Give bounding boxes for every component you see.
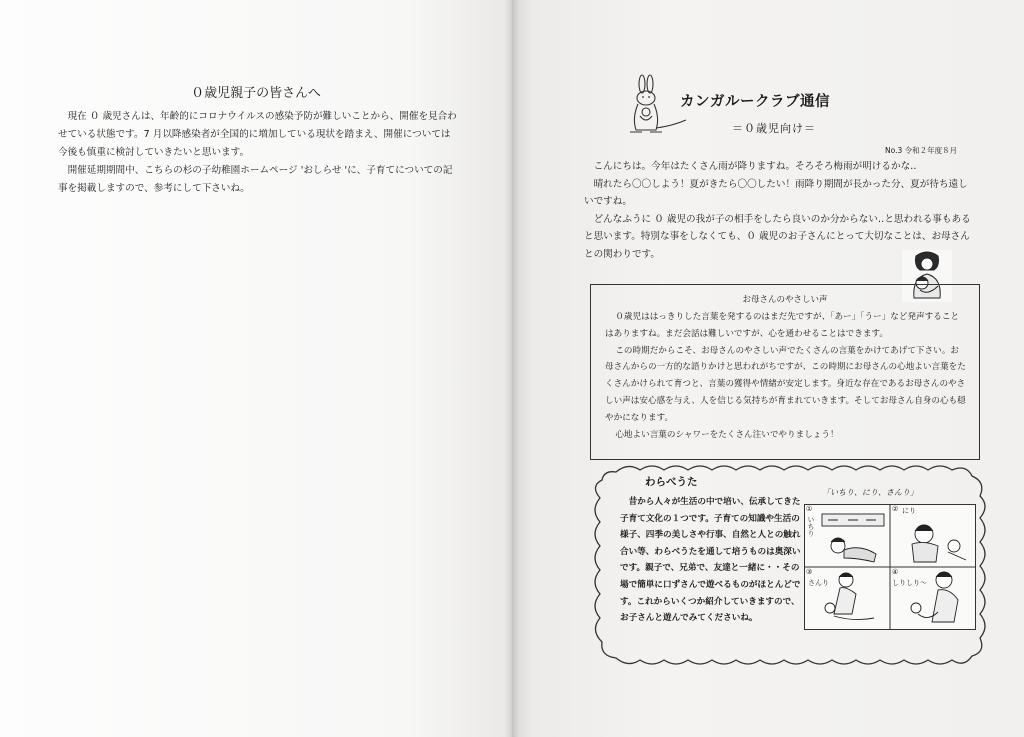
step-word: しりしり〜 [892, 579, 927, 587]
left-paragraph: 現在 ０ 歳児さんは、年齢的にコロナウイルスの感染予防が難しいことから、開催を見合わせている状態です。7 月以降感染者が全国的に増加している現状を踏まえ、開催については今後も慎重に検討していきたいと思います。 [58, 111, 457, 158]
voice-paragraph: この時期だからこそ、お母さんのやさしい声でたくさんの言葉をかけてあげて下さい。お母さんからの一方的な語りかけと思われがちですが、この時期にお母さんの心地よい言葉をたくさんかけられて育つと、言葉の獲得や情緒が安定します。身近な存在であるお母さんのやさしい声は安心感を与え、人を信じる気持ちが育まれていきます。そしてお母さん自身の心も穏やかになります。 [605, 345, 966, 423]
step-number: ④ [892, 568, 899, 576]
step-word: いちり [807, 516, 815, 537]
left-page-body [58, 108, 458, 198]
newsletter-subtitle: ＝０歳児向け＝ [732, 122, 816, 135]
step-word: にり [902, 507, 916, 515]
song-caption: 「いちり、にり、さんり」 [822, 488, 918, 497]
left-page-title: ０歳児親子の皆さんへ [191, 86, 321, 101]
issue-number: No.3 令和２年度８月 [885, 146, 958, 155]
newsletter-intro [584, 158, 974, 263]
step-number: ② [892, 505, 899, 513]
step-number: ③ [806, 568, 813, 576]
step-word: さんり [808, 579, 829, 587]
voice-box-title: お母さんのやさしい声 [742, 295, 828, 305]
newsletter-title: カンガルークラブ通信 [680, 94, 830, 110]
warabeuta-title: わらべうた [645, 476, 698, 488]
step-number: ① [806, 505, 813, 513]
voice-box-body [605, 309, 967, 443]
voice-paragraph: 心地よい言葉のシャワーをたくさん注いでやりましょう！ [615, 429, 839, 440]
song-steps-panel [804, 504, 976, 630]
kangaroo-illustration-icon [616, 74, 690, 140]
intro-paragraph: こんにちは。今年はたくさん雨が降りますね。そろそろ梅雨が明けるかな‥ [593, 161, 917, 172]
voice-paragraph: ０歳児ははっきりした言葉を発するのはまだ先ですが、「あー」「うー」など発声することはありますね。まだ会話は難しいですが、心を通わせることはできます。 [605, 312, 960, 339]
intro-paragraph: どんなふうに ０ 歳児の我が子の相手をしたら良いのか分からない‥と思われる事もあると思います。特別な事をしなくても、０ 歳児のお子さんにとって大切なことは、お母さんとの関わりです。 [584, 213, 971, 260]
warabeuta-body [620, 494, 802, 627]
warabeuta-paragraph: 昔から人々が生活の中で培い、伝承してきた子育て文化の１つです。子育ての知識や生活の様子、四季の美しさや行事、自然と人との触れ合い等、わらべうたを通して培うものは奥深いです。親子で、兄弟で、友達と一緒に・・その場で簡単に口ずさんで遊べるものがほとんどです。これからいくつか紹介していきますので、お子さんと遊んでみてくださいね。 [620, 497, 801, 624]
voice-box [590, 284, 980, 460]
page-fold [505, 0, 519, 737]
intro-paragraph: 晴れたら〇〇しよう！夏がきたら〇〇したい！雨降り期間が長かった分、夏が待ち遠しいですね。 [584, 178, 968, 207]
left-paragraph: 開催延期期間中、こちらの杉の子幼稚園ホームページ 'おしらせ 'に、子育てについての記事を掲載しますので、参考にして下さいね。 [58, 165, 453, 194]
